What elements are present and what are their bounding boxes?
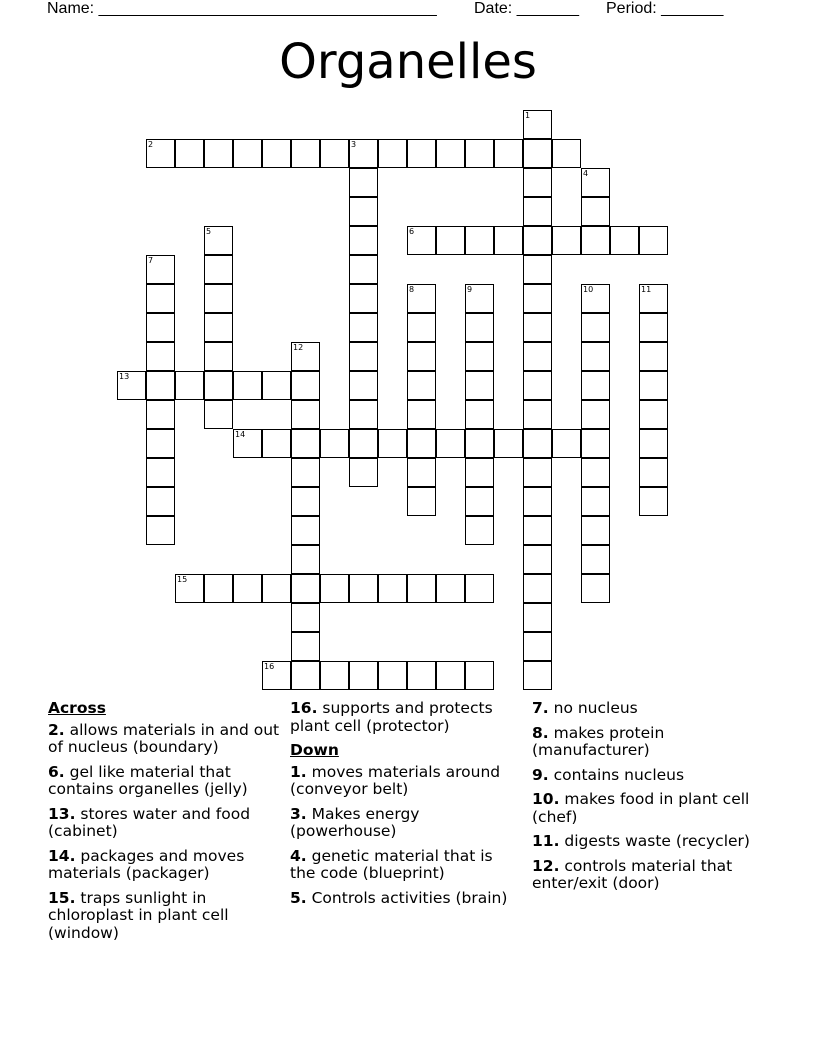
clue-item-text: Makes energy (powerhouse) <box>290 804 420 840</box>
crossword-cell[interactable] <box>262 429 291 458</box>
crossword-cell[interactable] <box>523 661 552 690</box>
crossword-cell[interactable] <box>146 487 175 516</box>
crossword-cell[interactable] <box>233 574 262 603</box>
crossword-cell[interactable] <box>436 574 465 603</box>
clue-number: 6 <box>409 227 415 236</box>
crossword-cell[interactable] <box>407 574 436 603</box>
crossword-cell[interactable] <box>204 226 233 255</box>
crossword-cell[interactable] <box>523 284 552 313</box>
clue-item-number: 10. <box>532 790 560 808</box>
crossword-cell[interactable] <box>204 139 233 168</box>
crossword-cell[interactable] <box>465 516 494 545</box>
clue-item <box>290 890 522 908</box>
clues-column-2 <box>290 700 522 914</box>
crossword-cell[interactable] <box>291 139 320 168</box>
clue-item <box>532 700 772 718</box>
crossword-cell[interactable] <box>291 371 320 400</box>
crossword-cell[interactable] <box>581 487 610 516</box>
crossword-cell[interactable] <box>523 487 552 516</box>
crossword-cell[interactable] <box>320 139 349 168</box>
clue-item-number: 1. <box>290 762 307 781</box>
crossword-cell[interactable] <box>349 429 378 458</box>
crossword-cell[interactable] <box>291 429 320 458</box>
clue-number: 9 <box>467 285 473 294</box>
clues-column-3 <box>532 700 772 900</box>
crossword-cell[interactable] <box>523 458 552 487</box>
crossword-cell[interactable] <box>523 574 552 603</box>
crossword-cell[interactable] <box>262 661 291 690</box>
clue-number: 14 <box>235 430 246 439</box>
clue-item-number: 5. <box>290 888 307 907</box>
crossword-cell[interactable] <box>581 371 610 400</box>
clue-number: 3 <box>351 140 357 149</box>
crossword-cell[interactable] <box>581 516 610 545</box>
crossword-cell[interactable] <box>146 342 175 371</box>
clue-item-text: Controls activities (brain) <box>306 888 508 907</box>
clue-item-number: 3. <box>290 804 307 823</box>
crossword-cell[interactable] <box>378 429 407 458</box>
crossword-cell[interactable] <box>465 371 494 400</box>
crossword-cell[interactable] <box>465 313 494 342</box>
clue-number: 12 <box>293 343 304 352</box>
clue-item-text: genetic material that is the code (blueprint) <box>290 846 493 882</box>
crossword-cell[interactable] <box>349 313 378 342</box>
name-field[interactable]: Name: ______________________________________ <box>47 0 437 17</box>
crossword-cell[interactable] <box>146 516 175 545</box>
crossword-cell[interactable] <box>581 284 610 313</box>
clue-item-number: 11. <box>532 832 560 850</box>
crossword-cell[interactable] <box>639 313 668 342</box>
crossword-cell[interactable] <box>581 429 610 458</box>
clue-item-number: 7. <box>532 699 549 717</box>
crossword-cell[interactable] <box>204 255 233 284</box>
crossword-cell[interactable] <box>465 226 494 255</box>
crossword-cell[interactable] <box>320 661 349 690</box>
clue-item-number: 4. <box>290 846 307 865</box>
crossword-cell[interactable] <box>523 516 552 545</box>
crossword-cell[interactable] <box>639 429 668 458</box>
crossword-cell[interactable] <box>146 458 175 487</box>
crossword-cell[interactable] <box>407 458 436 487</box>
clue-item-text: moves materials around (conveyor belt) <box>290 762 501 798</box>
clue-item <box>532 725 772 760</box>
clue-item-text: traps sunlight in chloroplast in plant cell (window) <box>48 888 229 942</box>
clue-number: 10 <box>583 285 594 294</box>
crossword-cell[interactable] <box>291 545 320 574</box>
clue-number: 4 <box>583 169 589 178</box>
crossword-cell[interactable] <box>639 371 668 400</box>
crossword-cell[interactable] <box>581 313 610 342</box>
crossword-cell[interactable] <box>146 313 175 342</box>
crossword-cell[interactable] <box>436 429 465 458</box>
crossword-cell[interactable] <box>146 139 175 168</box>
crossword-cell[interactable] <box>523 313 552 342</box>
crossword-cell[interactable] <box>436 226 465 255</box>
crossword-cell[interactable] <box>581 458 610 487</box>
crossword-cell[interactable] <box>581 400 610 429</box>
crossword-cell[interactable] <box>291 487 320 516</box>
across-heading: Across <box>48 699 106 717</box>
clue-item <box>48 890 284 943</box>
clue-number: 8 <box>409 285 415 294</box>
clue-item <box>532 833 772 851</box>
crossword-cell[interactable] <box>523 110 552 139</box>
crossword-cell[interactable] <box>378 574 407 603</box>
clue-item-text: digests waste (recycler) <box>559 832 750 850</box>
crossword-cell[interactable] <box>523 429 552 458</box>
crossword-cell[interactable] <box>639 342 668 371</box>
clue-item-text: makes food in plant cell (chef) <box>532 790 750 826</box>
crossword-cell[interactable] <box>349 284 378 313</box>
date-field[interactable]: Date: _______ <box>474 0 579 17</box>
crossword-cell[interactable] <box>233 371 262 400</box>
crossword-cell[interactable] <box>465 487 494 516</box>
crossword-cell[interactable] <box>639 458 668 487</box>
clue-item <box>290 806 522 841</box>
crossword-cell[interactable] <box>175 139 204 168</box>
clue-item <box>532 858 772 893</box>
crossword-cell[interactable] <box>465 342 494 371</box>
crossword-cell[interactable] <box>407 313 436 342</box>
clue-item-number: 8. <box>532 723 549 742</box>
crossword-cell[interactable] <box>523 400 552 429</box>
clue-item-number: 15. <box>48 888 76 907</box>
crossword-cell[interactable] <box>204 400 233 429</box>
clues-column-1 <box>48 700 284 949</box>
clue-item <box>290 764 522 799</box>
crossword-cell[interactable] <box>465 458 494 487</box>
crossword-cell[interactable] <box>610 226 639 255</box>
crossword-cell[interactable] <box>465 661 494 690</box>
crossword-cell[interactable] <box>349 371 378 400</box>
crossword-cell[interactable] <box>349 458 378 487</box>
clue-item-number: 12. <box>532 856 560 875</box>
clue-item-text: packages and moves materials (packager) <box>48 846 245 882</box>
crossword-cell[interactable] <box>407 371 436 400</box>
crossword-cell[interactable] <box>378 139 407 168</box>
crossword-cell[interactable] <box>465 139 494 168</box>
clue-item-text: allows materials in and out of nucleus (boundary) <box>48 720 280 756</box>
crossword-cell[interactable] <box>407 400 436 429</box>
crossword-cell[interactable] <box>349 139 378 168</box>
crossword-cell[interactable] <box>320 574 349 603</box>
crossword-cell[interactable] <box>552 429 581 458</box>
crossword-cell[interactable] <box>146 284 175 313</box>
crossword-cell[interactable] <box>233 139 262 168</box>
crossword-cell[interactable] <box>204 284 233 313</box>
crossword-cell[interactable] <box>523 168 552 197</box>
crossword-cell[interactable] <box>407 226 436 255</box>
clue-item-text: stores water and food (cabinet) <box>48 804 251 840</box>
clue-number: 7 <box>148 256 154 265</box>
clue-number: 13 <box>119 372 130 381</box>
crossword-cell[interactable] <box>552 139 581 168</box>
crossword-cell[interactable] <box>233 429 262 458</box>
clue-item <box>48 848 284 883</box>
crossword-cell[interactable] <box>291 574 320 603</box>
clue-item <box>290 700 522 735</box>
crossword-cell[interactable] <box>291 342 320 371</box>
crossword-cell[interactable] <box>523 139 552 168</box>
crossword-cell[interactable] <box>581 574 610 603</box>
crossword-cell[interactable] <box>349 574 378 603</box>
crossword-cell[interactable] <box>552 226 581 255</box>
crossword-cell[interactable] <box>262 371 291 400</box>
crossword-cell[interactable] <box>349 342 378 371</box>
crossword-cell[interactable] <box>494 139 523 168</box>
crossword-cell[interactable] <box>204 574 233 603</box>
crossword-cell[interactable] <box>639 226 668 255</box>
clue-number: 16 <box>264 662 275 671</box>
crossword-cell[interactable] <box>291 458 320 487</box>
crossword-cell[interactable] <box>262 574 291 603</box>
crossword-cell[interactable] <box>581 342 610 371</box>
clue-item-text: controls material that enter/exit (door) <box>532 856 733 892</box>
crossword-cell[interactable] <box>146 429 175 458</box>
crossword-cell[interactable] <box>407 661 436 690</box>
clue-number: 1 <box>525 111 531 120</box>
clue-item <box>48 806 284 841</box>
crossword-cell[interactable] <box>465 429 494 458</box>
crossword-cell[interactable] <box>639 487 668 516</box>
crossword-cell[interactable] <box>407 429 436 458</box>
crossword-cell[interactable] <box>204 342 233 371</box>
crossword-cell[interactable] <box>581 545 610 574</box>
crossword-cell[interactable] <box>523 603 552 632</box>
crossword-cell[interactable] <box>523 371 552 400</box>
clue-item-text: makes protein (manufacturer) <box>532 723 665 759</box>
crossword-cell[interactable] <box>146 371 175 400</box>
clue-item-number: 14. <box>48 846 76 865</box>
clue-item-text: gel like material that contains organelles (jelly) <box>48 762 248 798</box>
crossword-cell[interactable] <box>465 400 494 429</box>
clue-number: 15 <box>177 575 188 584</box>
clue-number: 2 <box>148 140 154 149</box>
crossword-cell[interactable] <box>204 313 233 342</box>
crossword-cell[interactable] <box>378 661 407 690</box>
period-field[interactable]: Period: _______ <box>606 0 724 17</box>
crossword-cell[interactable] <box>291 516 320 545</box>
crossword-cell[interactable] <box>291 632 320 661</box>
down-heading: Down <box>290 741 339 759</box>
crossword-cell[interactable] <box>349 226 378 255</box>
clue-item-text: supports and protects plant cell (protector) <box>290 699 493 735</box>
clue-item <box>48 764 284 799</box>
clue-item <box>532 791 772 826</box>
clue-number: 11 <box>641 285 652 294</box>
clue-item-text: contains nucleus <box>548 765 685 784</box>
page-title: Organelles <box>279 34 537 90</box>
crossword-cell[interactable] <box>349 197 378 226</box>
crossword-cell[interactable] <box>581 226 610 255</box>
crossword-cell[interactable] <box>175 574 204 603</box>
crossword-cell[interactable] <box>349 168 378 197</box>
crossword-cell[interactable] <box>523 197 552 226</box>
crossword-cell[interactable] <box>407 342 436 371</box>
crossword-cell[interactable] <box>291 661 320 690</box>
crossword-cell[interactable] <box>581 168 610 197</box>
clue-number: 5 <box>206 227 212 236</box>
crossword-cell[interactable] <box>175 371 204 400</box>
crossword-cell[interactable] <box>494 429 523 458</box>
crossword-cell[interactable] <box>349 400 378 429</box>
crossword-cell[interactable] <box>407 487 436 516</box>
clue-item <box>532 767 772 785</box>
crossword-cell[interactable] <box>639 400 668 429</box>
crossword-cell[interactable] <box>494 226 523 255</box>
crossword-cell[interactable] <box>523 255 552 284</box>
crossword-cell[interactable] <box>407 284 436 313</box>
crossword-cell[interactable] <box>581 197 610 226</box>
clue-item-number: 13. <box>48 804 76 823</box>
crossword-cell[interactable] <box>523 226 552 255</box>
crossword-cell[interactable] <box>349 255 378 284</box>
crossword-cell[interactable] <box>146 400 175 429</box>
crossword-cell[interactable] <box>291 603 320 632</box>
crossword-cell[interactable] <box>320 429 349 458</box>
crossword-cell[interactable] <box>523 545 552 574</box>
crossword-cell[interactable] <box>262 139 291 168</box>
clue-item <box>290 848 522 883</box>
crossword-cell[interactable] <box>436 139 465 168</box>
clue-item <box>48 722 284 757</box>
clue-item-text: no nucleus <box>548 699 638 717</box>
clue-item-number: 2. <box>48 720 65 739</box>
crossword-cell[interactable] <box>204 371 233 400</box>
clue-item-number: 16. <box>290 699 318 717</box>
crossword-cell[interactable] <box>465 574 494 603</box>
crossword-cell[interactable] <box>523 342 552 371</box>
crossword-cell[interactable] <box>291 400 320 429</box>
clue-item-number: 9. <box>532 765 549 784</box>
crossword-cell[interactable] <box>407 139 436 168</box>
clue-item-number: 6. <box>48 762 65 781</box>
crossword-cell[interactable] <box>436 661 465 690</box>
crossword-cell[interactable] <box>465 284 494 313</box>
crossword-cell[interactable] <box>639 284 668 313</box>
crossword-cell[interactable] <box>146 255 175 284</box>
crossword-cell[interactable] <box>349 661 378 690</box>
crossword-cell[interactable] <box>117 371 146 400</box>
crossword-cell[interactable] <box>523 632 552 661</box>
